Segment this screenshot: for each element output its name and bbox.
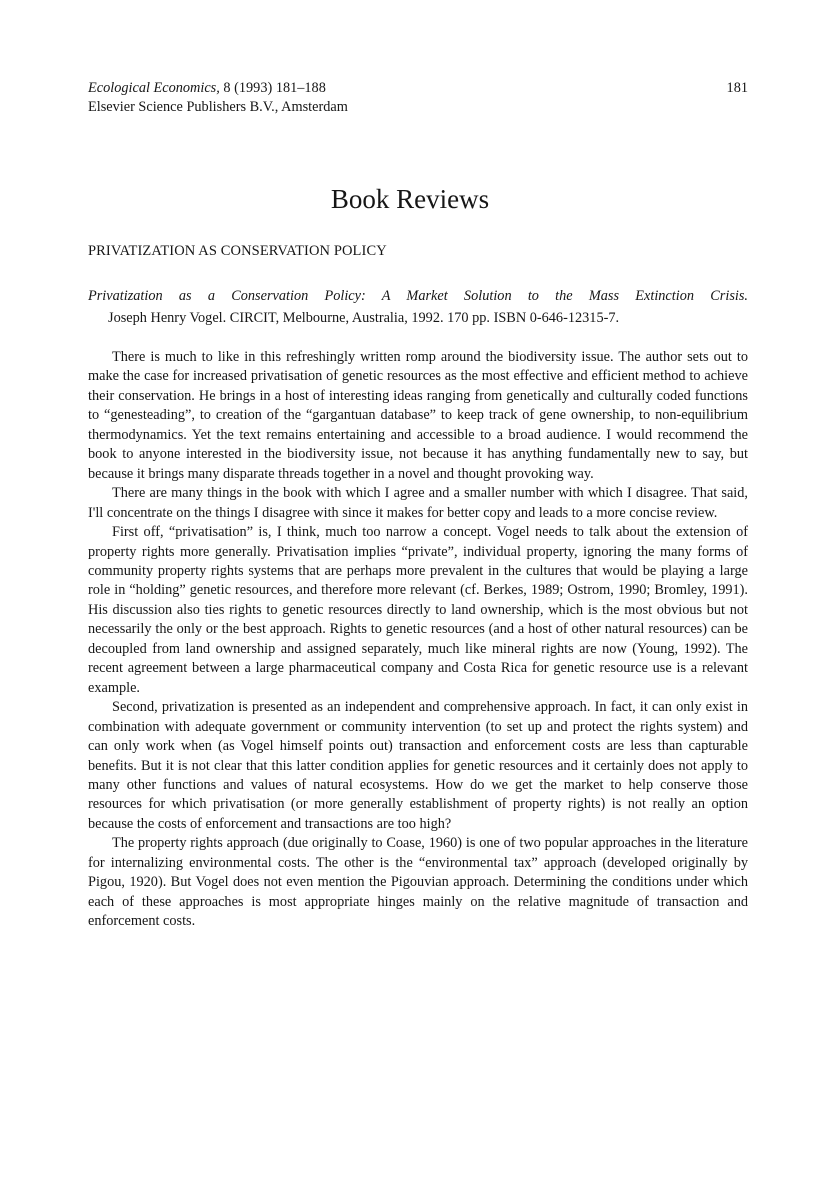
paragraph-3: First off, “privatisation” is, I think, much too narrow a concept. Vogel needs to talk about the extension of property rights more generally. Privatisation implies “private”, individual property, ignoring the many forms of community property rights systems that are perhaps more prevalent in the cultures that would be playing a large role in “holding” genetic resources, and therefore more relevant (cf. Berkes, 1989; Ostrom, 1990; Bromley, 1991). His discussion also ties rights to genetic resources directly to land ownership, which is the most obvious but not necessarily the only or the best approach. Rights to genetic resources (and a host of other natural resources) can be decoupled from land ownership and assigned separately, much like mineral rights are now (Young, 1992). The recent agreement between a large pharmaceutical company and Costa Rica for genetic resource use is a relevant example. [88, 524, 748, 696]
review-body [88, 348, 748, 932]
page-number: 181 [726, 80, 748, 96]
journal-citation-line [88, 79, 748, 98]
section-heading: PRIVATIZATION AS CONSERVATION POLICY [88, 243, 387, 259]
page-title: Book Reviews [330, 184, 490, 214]
paragraph-1: There is much to like in this refreshingly written romp around the biodiversity issue. The author sets out to make the case for increased privatisation of genetic resources as the most effective and efficient method to achieve their conservation. He brings in a host of interesting ideas ranging from genetically and culturally coded functions to “genesteading”, to creation of the “gargantuan database” to keep track of gene ownership, to non-equilibrium thermodynamics. Yet the text remains entertaining and accessible to a broad audience. I would recommend the book to anyone interested in the biodiversity issue, not because it has anything fundamentally new to say, but because it brings many disparate threads together in a novel and thought provoking way. [88, 349, 748, 482]
volume-info: 8 (1993) 181–188 [219, 80, 326, 96]
running-header [88, 79, 748, 117]
book-title: Privatization as a Conservation Policy: A Market Solution to the Mass Extinction Crisis. [88, 288, 748, 304]
publication-details: Joseph Henry Vogel. CIRCIT, Melbourne, Australia, 1992. 170 pp. ISBN 0-646-12315-7. [108, 309, 620, 326]
paragraph-2: There are many things in the book with which I agree and a smaller number with which I disagree. That said, I'll concentrate on the things I disagree with since it makes for better copy and leads to a more concise review. [88, 485, 748, 521]
publisher-line: Elsevier Science Publishers B.V., Amsterdam [88, 99, 348, 115]
paragraph-5: The property rights approach (due originally to Coase, 1960) is one of two popular approaches in the literature for internalizing environmental costs. The other is the “environmental tax” approach (developed originally by Pigou, 1920). But Vogel does not even mention the Pigouvian approach. Determining the conditions under which each of these approaches is most appropriate hinges mainly on the relative magnitude of transaction and enforcement costs. [88, 835, 748, 930]
journal-name: Ecological Economics, [88, 80, 220, 96]
book-citation [88, 286, 748, 329]
paragraph-4: Second, privatization is presented as an independent and comprehensive approach. In fact, it can only exist in combination with adequate government or community intervention (to set up and protect the rights system) and can only work when (as Vogel himself points out) transaction and enforcement costs are less than capturable benefits. But it is not clear that this latter condition applies for genetic resources and it certainly does not apply to many other functions and values of natural ecosystems. How do we get the market to help conserve those resources for which privatisation (or more generally establishment of property rights) is not really an option because the costs of enforcement and transactions are too high? [88, 699, 748, 832]
